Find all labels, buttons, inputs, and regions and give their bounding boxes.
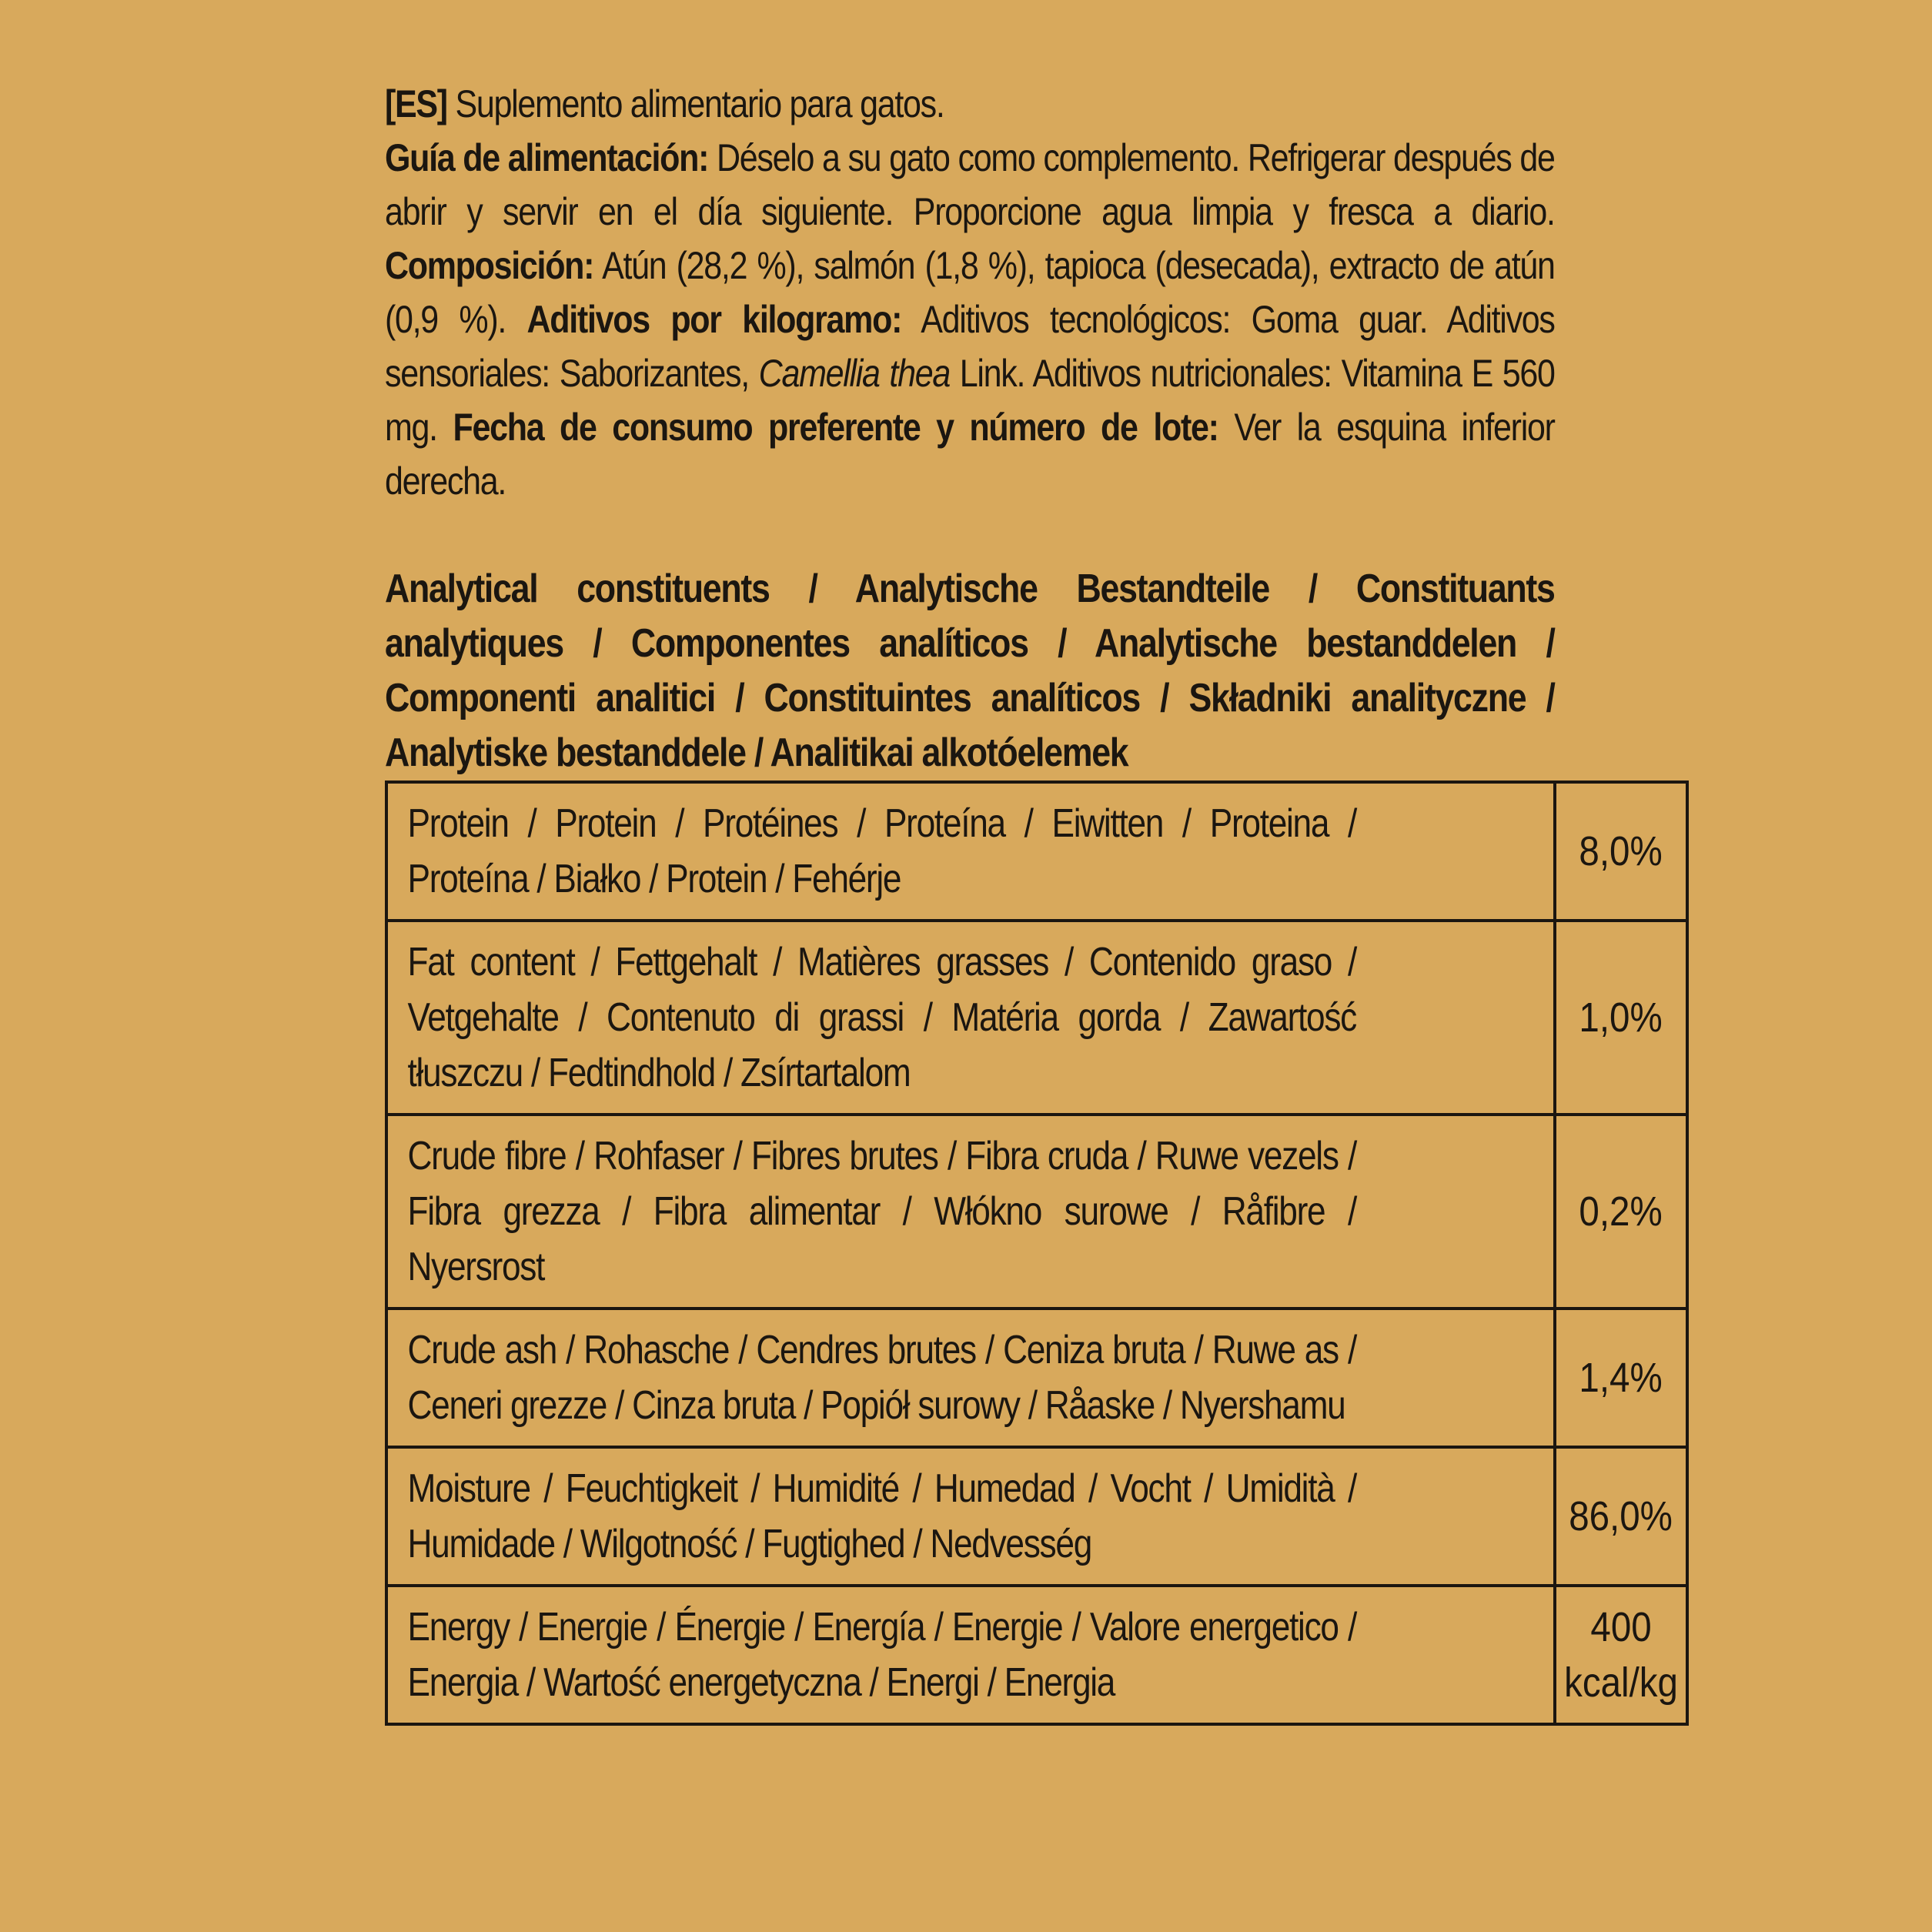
constituent-value: 8,0%	[1579, 828, 1663, 874]
additives-text-1: Aditivos tecnológicos: Goma guar. Aditivos sensoriales: Saborizantes,	[385, 298, 1555, 395]
constituent-name: Crude ash / Rohasche / Cendres brutes / Ceniza bruta / Ruwe as / Ceneri grezze / Cinza bruta / Popiół surowy / Råaske / Nyershamu	[407, 1328, 1356, 1428]
table-row	[386, 1447, 1687, 1586]
spanish-label-text	[385, 77, 1555, 508]
spanish-label-block	[385, 77, 1555, 508]
constituent-name-cell	[386, 1447, 1555, 1586]
analysis-heading-block	[385, 562, 1555, 780]
constituent-value: 1,4%	[1579, 1355, 1663, 1401]
constituent-value-cell	[1555, 921, 1687, 1115]
analysis-table	[385, 780, 1689, 1726]
constituent-name-cell	[386, 1115, 1555, 1309]
product-description: Suplemento alimentario para gatos.	[446, 82, 944, 125]
constituent-name-cell	[386, 1309, 1555, 1447]
expiry-heading: Fecha de consumo preferente y número de lote:	[453, 406, 1218, 449]
additives-heading: Aditivos por kilogramo:	[526, 298, 902, 341]
constituent-name: Moisture / Feuchtigkeit / Humidité / Humedad / Vocht / Umidità / Humidade / Wilgotność / Fugtighed / Nedvesség	[407, 1466, 1356, 1566]
feeding-guide-text: Déselo a su gato como complemento. Refrigerar después de abrir y servir en el día siguiente. Proporcione agua limpia y fresca a diario.	[385, 136, 1555, 233]
constituent-value-cell	[1555, 782, 1687, 921]
constituent-value-cell	[1555, 1586, 1687, 1724]
constituent-name: Protein / Protein / Protéines / Proteína / Eiwitten / Proteina / Proteína / Białko / Protein / Fehérje	[407, 801, 1356, 901]
constituent-name: Crude fibre / Rohfaser / Fibres brutes / Fibra cruda / Ruwe vezels / Fibra grezza / Fibra alimentar / Włókno surowe / Råfibre / Nyersrost	[407, 1134, 1356, 1289]
composition-heading: Composición:	[385, 244, 594, 287]
constituent-name-cell	[386, 782, 1555, 921]
energy-value-unit: kcal/kg	[1564, 1660, 1678, 1706]
constituent-value-cell	[1555, 1447, 1687, 1586]
label-content	[385, 77, 1678, 1726]
table-row	[386, 921, 1687, 1115]
table-row	[386, 1586, 1687, 1724]
table-row	[386, 782, 1687, 921]
composition-text: Atún (28,2 %), salmón (1,8 %), tapioca (desecada), extracto de atún (0,9 %).	[385, 244, 1555, 341]
language-tag: [ES]	[385, 82, 447, 125]
additives-text-2: Link. Aditivos nutricionales: Vitamina E 560 mg.	[385, 352, 1555, 449]
constituent-value: 1,0%	[1579, 994, 1663, 1041]
constituent-value: 0,2%	[1579, 1188, 1663, 1235]
constituent-name: Energy / Energie / Énergie / Energía / Energie / Valore energetico / Energia / Wartość energetyczna / Energi / Energia	[407, 1605, 1356, 1705]
energy-value-number: 400	[1590, 1604, 1652, 1650]
constituent-name-cell	[386, 921, 1555, 1115]
expiry-text: Ver la esquina inferior derecha.	[385, 406, 1555, 503]
table-row	[386, 1115, 1687, 1309]
constituent-value: 86,0%	[1569, 1493, 1673, 1539]
additives-italic-name: Camellia thea	[758, 352, 950, 395]
analysis-heading: Analytical constituents / Analytische Bestandteile / Constituants analytiques / Componentes analíticos / Analytische bestanddelen / Componenti analitici / Constituintes analíticos / Składniki analityczne / Analytiske bestanddele / Analitikai alkotóelemek	[385, 567, 1555, 775]
table-row	[386, 1309, 1687, 1447]
constituent-value	[1564, 1599, 1678, 1710]
constituent-value-cell	[1555, 1115, 1687, 1309]
feeding-guide-heading: Guía de alimentación:	[385, 136, 709, 179]
constituent-name: Fat content / Fettgehalt / Matières grasses / Contenido graso / Vetgehalte / Contenuto di grassi / Matéria gorda / Zawartość tłuszczu / Fedtindhold / Zsírtartalom	[407, 940, 1356, 1095]
constituent-value-cell	[1555, 1309, 1687, 1447]
constituent-name-cell	[386, 1586, 1555, 1724]
